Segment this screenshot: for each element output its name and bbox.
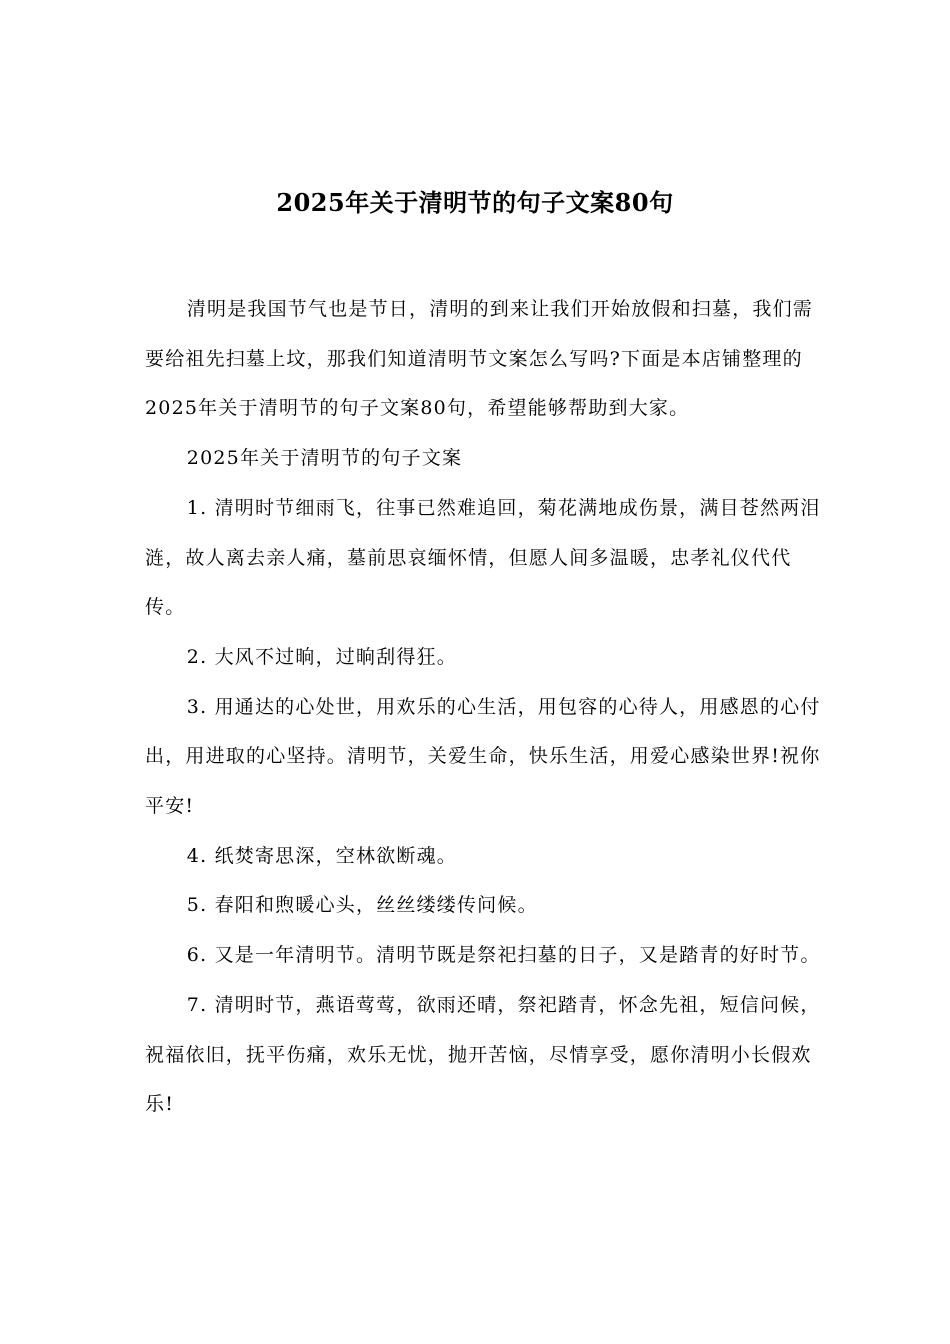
- list-item: 6. 又是一年清明节。清明节既是祭祀扫墓的日子，又是踏青的好时节。: [186, 944, 821, 967]
- document-body: [145, 285, 830, 1130]
- list-item: 2. 大风不过晌，过晌刮得狂。: [186, 645, 457, 668]
- document-title: 2025年关于清明节的句子文案80句: [276, 188, 674, 217]
- list-item: 5. 春阳和煦暖心头，丝丝缕缕传问候。: [186, 894, 538, 917]
- list-item: 4. 纸焚寄思深，空林欲断魂。: [186, 844, 457, 867]
- list-item: 7. 清明时节，燕语莺莺，欲雨还晴，祭祀踏青，怀念先祖，短信问候，祝福依旧，抚平伤痛，欢乐无忧，抛开苦恼，尽情享受，愿你清明小长假欢乐!: [145, 993, 821, 1116]
- section-heading: 2025年关于清明节的句子文案: [186, 447, 463, 470]
- list-item: 1. 清明时节细雨飞，往事已然难追回，菊花满地成伤景，满目苍然两泪涟，故人离去亲人痛，墓前思哀缅怀情，但愿人间多温暖，忠孝礼仪代代传。: [145, 496, 821, 619]
- list-item: 3. 用通达的心处世，用欢乐的心生活，用包容的心待人，用感恩的心付出，用进取的心坚持。清明节，关爱生命，快乐生活，用爱心感染世界!祝你平安!: [145, 695, 821, 818]
- intro-paragraph: 清明是我国节气也是节日，清明的到来让我们开始放假和扫墓，我们需要给祖先扫墓上坟，那我们知道清明节文案怎么写吗?下面是本店铺整理的2025年关于清明节的句子文案80句，希望能够帮助到大家。: [145, 298, 813, 420]
